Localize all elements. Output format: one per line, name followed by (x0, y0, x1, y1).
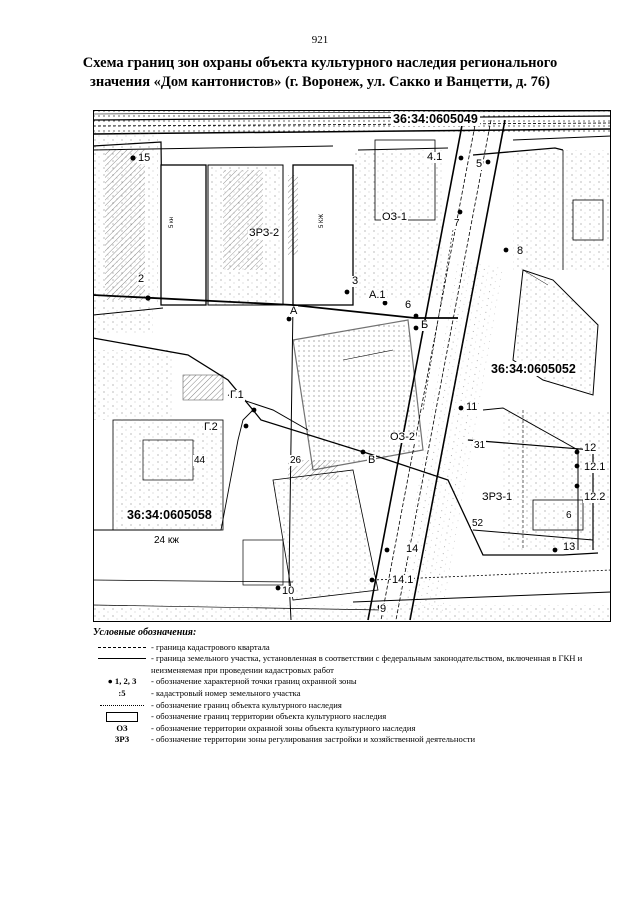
zone-label-zrz2: ЗРЗ-2 (249, 227, 280, 239)
zone-label-oz2: ОЗ-2 (390, 431, 415, 443)
point-label: Г.2 (204, 421, 218, 433)
point-label: 14.1 (392, 574, 414, 586)
legend-symbol-dashed-line (93, 642, 151, 654)
legend-item-cadastral-quarter: - граница кадастрового квартала (93, 642, 613, 654)
point-label: А (290, 305, 298, 317)
cadastral-quarter-label: 36:34:0605058 (127, 508, 212, 522)
parcel-number: 24 кж (154, 535, 179, 546)
parcel-number: 6 (566, 510, 572, 521)
point-label: 13 (563, 541, 576, 553)
cadastral-quarter-label: 36:34:0605049 (393, 112, 478, 126)
legend-item-zrz: ЗРЗ - обозначение территории зоны регулирования застройки и хозяйственной деятельности (93, 734, 613, 746)
point-label: 12.1 (584, 461, 606, 473)
svg-text:5 кн: 5 кн (169, 217, 175, 228)
point-label: 11 (466, 401, 478, 413)
point-label: 15 (138, 152, 151, 164)
legend-item-territory-boundary: - обозначение границ территории объекта культурного наследия (93, 711, 613, 723)
point-label: А.1 (369, 289, 386, 301)
page-title (40, 54, 600, 92)
legend-symbol-solid-line (93, 653, 151, 665)
legend-symbol-oz: ОЗ (116, 722, 128, 733)
parcel-number: 31 (474, 440, 486, 451)
legend-symbol-dotted-line (93, 700, 151, 712)
title-line-1: Схема границ зон охраны объекта культурного наследия регионального (82, 55, 558, 71)
legend-title: Условные обозначения: (93, 627, 197, 638)
right-large-building (513, 270, 598, 395)
point-label: Б (421, 319, 429, 331)
point-label: 12.2 (584, 491, 606, 503)
point-label: В (368, 454, 376, 466)
page-number: 921 (311, 34, 329, 46)
point-label: 3 (352, 275, 359, 287)
central-building (293, 320, 423, 470)
title-line-2: значения «Дом кантонистов» (г. Воронеж, ул. Сакко и Ванцетти, д. 76) (90, 74, 550, 90)
building-5kn (161, 165, 206, 305)
svg-text:5 КЖ: 5 КЖ (319, 213, 325, 228)
point-label: 4.1 (427, 151, 443, 163)
point-label: 2 (138, 273, 145, 285)
legend (93, 627, 613, 746)
zone-label-oz1: ОЗ-1 (382, 211, 407, 223)
left-building-block (93, 132, 163, 335)
legend-symbol-zrz: ЗРЗ (114, 734, 130, 745)
left-lower-blocks (93, 350, 283, 585)
legend-symbol-number: :5 (118, 687, 126, 698)
building-5kzh (288, 165, 353, 305)
parcel-number: 52 (472, 518, 484, 529)
point-label: 8 (517, 245, 524, 257)
cadastral-quarter-label: 36:34:0605052 (491, 362, 576, 376)
top-street-strip (93, 110, 611, 150)
point-label: 10 (282, 585, 295, 597)
zone-label-zrz1: ЗРЗ-1 (482, 491, 513, 503)
point-label: 6 (405, 299, 412, 311)
legend-item-land-parcel: - граница земельного участка, установленная в соответствии с федеральным законодательством, включенная в ГКН и неизменяемая при проведении кадастровых работ (93, 653, 613, 676)
point-label: 7 (454, 218, 460, 229)
point-label: 14 (406, 543, 419, 555)
legend-item-cadastral-number: :5 - кадастровый номер земельного участка (93, 688, 613, 700)
parcel-number: 26 (290, 455, 302, 466)
parcel-number: 44 (194, 455, 206, 466)
legend-symbol-rectangle (93, 711, 151, 723)
right-lower-area (468, 410, 611, 550)
cadastral-map (93, 110, 611, 622)
legend-item-object-boundary: - обозначение границ объекта культурного наследия (93, 700, 613, 712)
right-top-area (513, 136, 611, 270)
legend-item-oz: ОЗ - обозначение территории охранной зоны объекта культурного наследия (93, 723, 613, 735)
point-label: 9 (380, 603, 387, 615)
point-label: 5 (476, 158, 483, 170)
point-label: 12 (584, 442, 597, 454)
legend-item-points: ● 1, 2, 3 - обозначение характерной точки границ охранной зоны (93, 676, 613, 688)
point-label: Г.1 (230, 389, 244, 401)
legend-symbol-points: ● 1, 2, 3 (107, 676, 137, 687)
